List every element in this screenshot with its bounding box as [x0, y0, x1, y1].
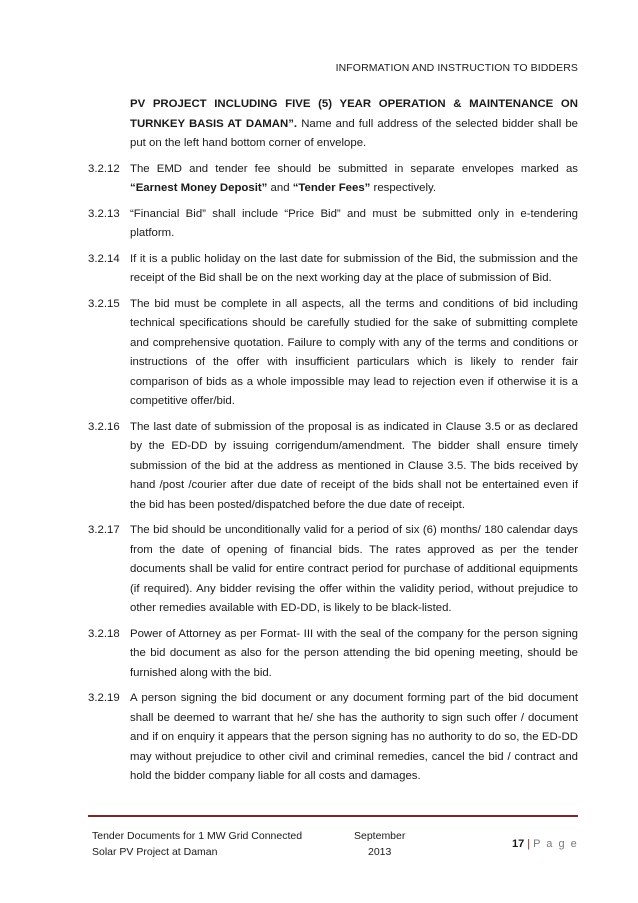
clause-3-2-15	[88, 295, 578, 412]
footer-title-line: Tender Documents for 1 MW Grid Connected	[92, 830, 303, 842]
clause-3-2-19	[88, 689, 578, 787]
clause-number: 3.2.13	[88, 207, 120, 220]
clause-3-2-18	[88, 625, 578, 684]
clause-3-2-13	[88, 205, 578, 244]
page-number: 17	[512, 838, 525, 850]
intro-paragraph	[88, 95, 578, 154]
page-separator: |	[527, 838, 531, 850]
footer-document-title	[92, 828, 302, 860]
clause-3-2-16	[88, 418, 578, 516]
clause-number: 3.2.16	[88, 420, 120, 433]
clause-text: The bid must be complete in all aspects, all the terms and conditions of bid including technical specifications should be carefully studied for the sake of submitting complete and comprehensive quotation. Failure to comply with any of the terms and conditions or instructions of the offer with insufficient particulars which is likely to render fair comparison of bids as a whole impossible may lead to rejection even if otherwise it is a competitive offer/bid.	[130, 297, 578, 407]
clause-3-2-17	[88, 521, 578, 619]
clause-bold: “Tender Fees”	[292, 182, 371, 194]
clause-bold: “Earnest Money Deposit”	[130, 182, 268, 194]
clause-number: 3.2.17	[88, 524, 120, 536]
clause-3-2-12	[88, 160, 578, 199]
footer-divider	[88, 815, 578, 817]
clause-text: respectively.	[370, 182, 436, 194]
clause-text: If it is a public holiday on the last date for submission of the Bid, the submission and the receipt of the Bid shall be on the next working day at the place of submission of Bid.	[130, 252, 578, 284]
clause-text: A person signing the bid document or any document forming part of the bid document shall be deemed to warrant that he/ she has the authority to sign such offer / document and if on enquiry it appears that the person signing has no authority to do so, the ED-DD may without prejudice to other civil and criminal remedies, cancel the bid / contract and hold the bidder company liable for all costs and damages.	[130, 692, 578, 782]
page-label: P a g e	[533, 838, 579, 850]
clause-text: The EMD and tender fee should be submitted in separate envelopes marked as	[130, 162, 578, 175]
clause-number: 3.2.19	[88, 692, 120, 704]
clause-number: 3.2.18	[88, 627, 120, 640]
footer-year: 2013	[368, 846, 392, 858]
clause-text: and	[267, 182, 293, 194]
clause-text: The last date of submission of the proposal is as indicated in Clause 3.5 or as declared by the ED-DD by issuing corrigendum/amendment. The bidder shall ensure timely submission of the bid at the address as mentioned in Clause 3.5. The bids received by hand /post /courier after due date of receipt of the bids shall not be entertained even if the bid has been posted/dispatched before the due date of receipt.	[130, 420, 578, 511]
clause-number: 3.2.15	[88, 297, 120, 310]
intro-bold: PV PROJECT INCLUDING FIVE (5) YEAR OPERATION & MAINTENANCE ON TURNKEY BASIS AT DAMAN”.	[130, 98, 578, 130]
clause-number: 3.2.12	[88, 162, 120, 175]
footer-month: September	[354, 830, 406, 842]
clause-text: Power of Attorney as per Format- III with the seal of the company for the person signing the bid document as also for the person attending the bid opening meeting, should be furnished along with the bid.	[130, 627, 578, 679]
clause-text: “Financial Bid” shall include “Price Bid” and must be submitted only in e-tendering platform.	[130, 207, 578, 239]
clause-number: 3.2.14	[88, 252, 120, 265]
document-body	[88, 95, 578, 793]
page-indicator	[512, 838, 578, 850]
clause-3-2-14	[88, 250, 578, 289]
clause-text: The bid should be unconditionally valid for a period of six (6) months/ 180 calendar days from the date of opening of financial bids. The rates approved as per the tender documents shall be valid for entire contract period for purchase of additional equipments (if required). Any bidder revising the offer within the validity period, without prejudice to other remedies available with ED-DD, is likely to be black-listed.	[130, 524, 578, 614]
footer-title-line: Solar PV Project at Daman	[92, 846, 218, 858]
running-header: INFORMATION AND INSTRUCTION TO BIDDERS	[335, 62, 578, 74]
intro-text: Name and full address of the selected bidder shall be put on the left hand bottom corner of envelope.	[130, 117, 579, 149]
footer-date	[354, 828, 405, 860]
